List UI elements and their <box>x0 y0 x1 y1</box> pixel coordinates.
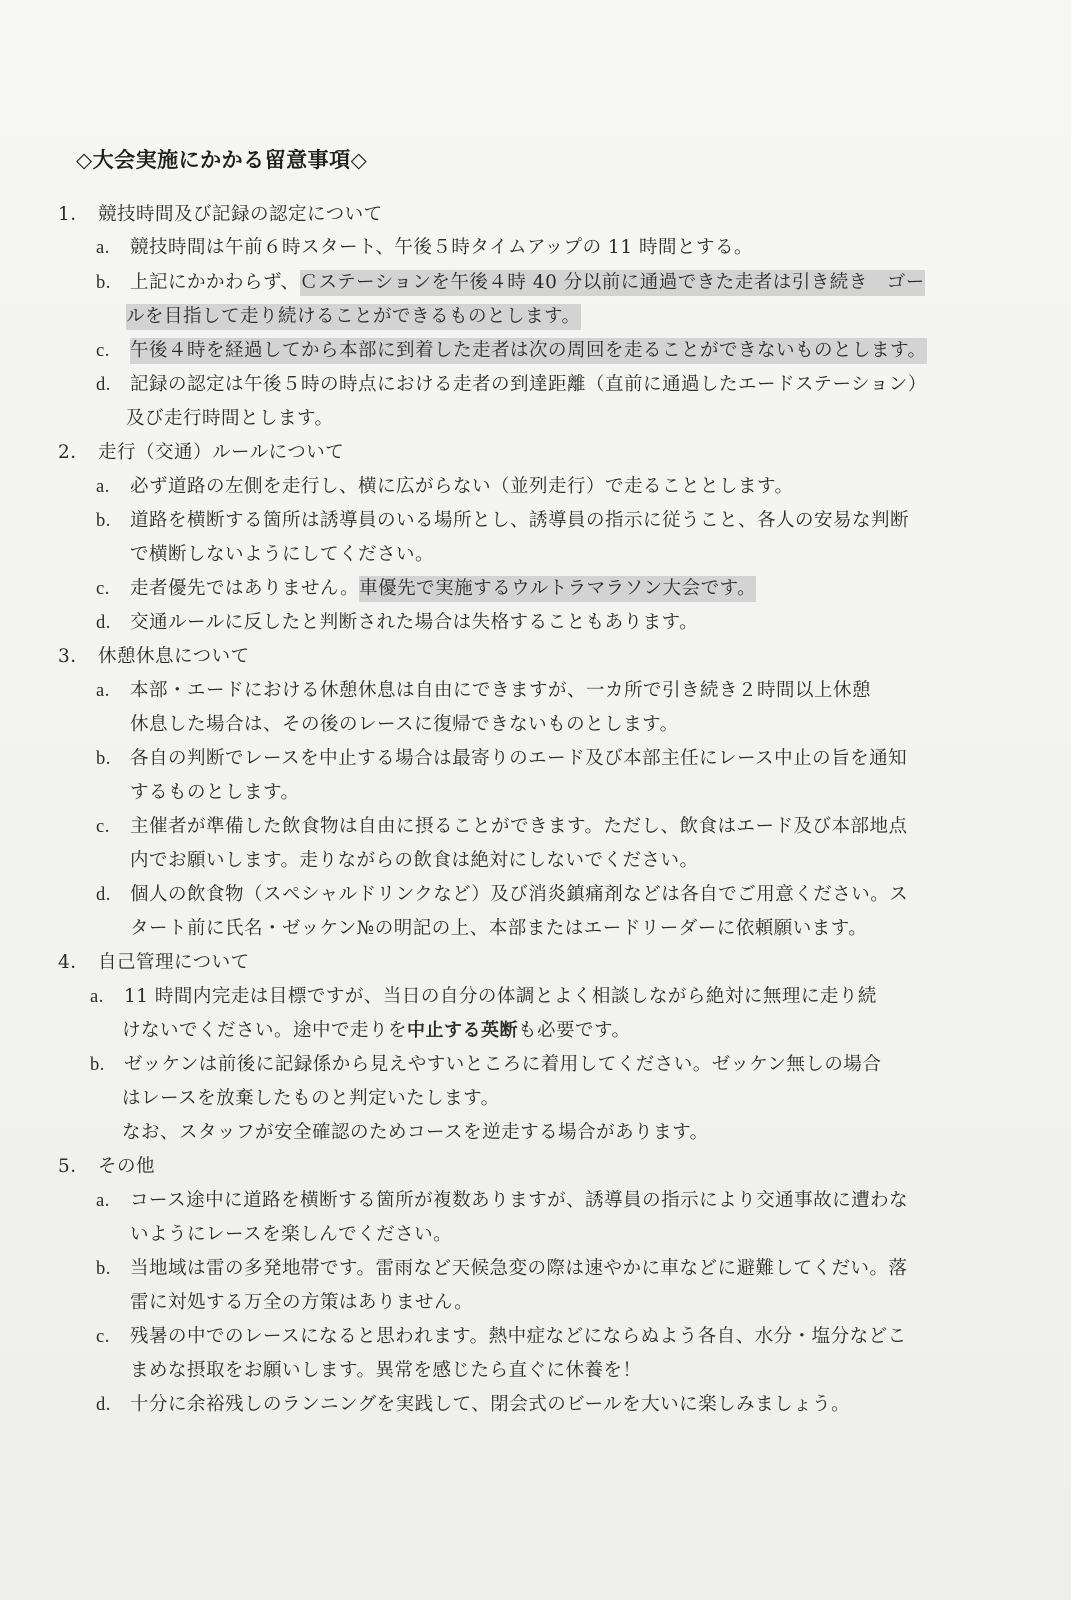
item-line <box>96 1322 907 1352</box>
item-line <box>130 1220 452 1250</box>
item-text: 十分に余裕残しのランニングを実践して、閉会式のビールを大いに楽しみましょう。 <box>130 1394 851 1415</box>
item-line <box>96 608 698 638</box>
item-line <box>126 302 581 332</box>
item-line <box>96 233 753 263</box>
section-heading <box>58 642 250 672</box>
item-text: 必ず道路の左側を走行し、横に広がらない（並列走行）で走ることとします。 <box>130 476 794 497</box>
item-text: 内でお願いします。走りながらの飲食は絶対にしないでください。 <box>130 850 699 871</box>
item-line <box>122 1118 709 1148</box>
section-number: 4． <box>58 952 90 973</box>
item-text: 及び走行時間とします。 <box>126 408 334 429</box>
item-text: 各自の判断でレースを中止する場合は最寄りのエード及び本部主任にレース中止の旨を通知 <box>130 748 908 769</box>
item-marker: b. <box>96 511 111 531</box>
page-title: ◇大会実施にかかる留意事項◇ <box>76 148 368 172</box>
item-text: ゼッケンは前後に記録係から見えやすいところに着用してください。ゼッケン無しの場合 <box>124 1054 882 1075</box>
highlighted-text: 車優先で実施するウルトラマラソン大会です。 <box>359 576 756 602</box>
section-heading <box>58 1152 155 1182</box>
item-marker: a. <box>96 477 110 497</box>
item-line <box>96 880 908 910</box>
item-marker: a. <box>96 1191 110 1211</box>
item-text: 記録の認定は午後５時の時点における走者の到達距離（直前に通過したエードステーション） <box>130 374 927 395</box>
item-line <box>96 506 909 536</box>
item-line <box>90 982 877 1012</box>
item-line <box>96 744 907 774</box>
item-text: 走者優先ではありません。 <box>130 578 360 599</box>
section-title: 走行（交通）ルールについて <box>98 442 345 463</box>
item-text: はレースを放棄したものと判定いたします。 <box>122 1088 500 1109</box>
item-line <box>96 268 925 298</box>
highlighted-text: Ｃステーションを午後４時 40 分以前に通過できた走者は引き続き ゴー <box>300 270 925 296</box>
section-number: 2． <box>58 442 90 463</box>
item-text: 交通ルールに反したと判断された場合は失格することもあります。 <box>130 612 699 633</box>
section-number: 5． <box>58 1156 90 1177</box>
section-title: その他 <box>98 1156 156 1177</box>
item-marker: b. <box>90 1055 105 1075</box>
item-line <box>96 574 756 604</box>
section-heading <box>58 438 344 468</box>
bold-text: 中止する英断 <box>407 1020 519 1041</box>
item-text: 主催者が準備した飲食物は自由に摂ることができます。ただし、飲食はエード及び本部地点 <box>130 816 908 837</box>
item-line <box>96 370 927 400</box>
section-title: 競技時間及び記録の認定について <box>98 204 383 225</box>
item-marker: c. <box>96 1327 110 1347</box>
item-line <box>96 676 871 706</box>
item-marker: d. <box>96 885 111 905</box>
section-number: 3． <box>58 646 90 667</box>
item-line <box>126 404 334 434</box>
item-line <box>122 1084 500 1114</box>
item-line <box>96 1186 908 1216</box>
item-line <box>130 1356 642 1386</box>
item-text: 当地域は雷の多発地帯です。雷雨など天候急変の際は速やかに車などに避難してくだい。落 <box>130 1258 908 1279</box>
section-heading <box>58 948 250 978</box>
item-marker: d. <box>96 375 111 395</box>
item-text: 雷に対処する万全の方策はありません。 <box>130 1292 474 1313</box>
item-text: なお、スタッフが安全確認のためコースを逆走する場合があります。 <box>122 1122 709 1143</box>
item-text: けないでください。途中で走りを <box>122 1020 408 1041</box>
item-text: いようにレースを楽しんでください。 <box>130 1224 453 1245</box>
item-marker: a. <box>90 987 104 1007</box>
item-line <box>96 812 908 842</box>
item-line <box>96 1390 850 1420</box>
item-marker: a. <box>96 681 110 701</box>
item-text: で横断しないようにしてください。 <box>130 544 435 565</box>
item-text: タート前に氏名・ゼッケン№の明記の上、本部またはエードリーダーに依頼願います。 <box>130 918 868 939</box>
item-line <box>122 1016 631 1046</box>
item-text: 残暑の中でのレースになると思われます。熱中症などにならぬよう各自、水分・塩分などこ <box>130 1326 907 1347</box>
item-text: 上記にかかわらず、 <box>130 272 300 293</box>
item-text: 道路を横断する箇所は誘導員のいる場所とし、誘導員の指示に従うこと、各人の安易な判断 <box>130 510 910 531</box>
section-title: 自己管理について <box>98 952 250 973</box>
highlighted-text: 午後４時を経過してから本部に到着した走者は次の周回を走ることができないものとします。 <box>130 338 927 364</box>
section-number: 1． <box>58 204 90 225</box>
item-line <box>130 914 867 944</box>
item-line <box>130 540 434 570</box>
item-text: 個人の飲食物（スペシャルドリンクなど）及び消炎鎮痛剤などは各自でご用意ください。ス <box>130 884 909 905</box>
item-text: するものとします。 <box>130 782 300 803</box>
item-line <box>90 1050 881 1080</box>
item-line <box>130 778 300 808</box>
highlighted-text: ルを目指して走り続けることができるものとします。 <box>126 304 581 330</box>
section-heading <box>58 200 383 230</box>
item-text: まめな摂取をお願いします。異常を感じたら直ぐに休養を！ <box>130 1360 642 1381</box>
item-marker: c. <box>96 817 110 837</box>
item-text: 本部・エードにおける休憩休息は自由にできますが、一カ所で引き続き２時間以上休憩 <box>130 680 872 701</box>
item-marker: d. <box>96 613 111 633</box>
item-marker: a. <box>96 238 110 258</box>
section-title: 休憩休息について <box>98 646 250 667</box>
item-line <box>130 846 699 876</box>
item-marker: c. <box>96 579 110 599</box>
item-line <box>96 336 927 366</box>
item-text: 競技時間は午前６時スタート、午後５時タイムアップの 11 時間とする。 <box>130 237 753 258</box>
item-marker: b. <box>96 273 111 293</box>
item-line <box>130 710 679 740</box>
item-marker: d. <box>96 1395 111 1415</box>
item-text: も必要です。 <box>518 1020 631 1041</box>
item-marker: c. <box>96 341 110 361</box>
item-text: 11 時間内完走は目標ですが、当日の自分の体調とよく相談しながら絶対に無理に走り続 <box>124 986 877 1007</box>
item-line <box>130 1288 473 1318</box>
item-text: 休息した場合は、その後のレースに復帰できないものとします。 <box>130 714 679 735</box>
item-line <box>96 1254 908 1284</box>
item-line <box>96 472 794 502</box>
item-text: コース途中に道路を横断する箇所が複数ありますが、誘導員の指示により交通事故に遭わな <box>130 1190 909 1211</box>
item-marker: b. <box>96 1259 111 1279</box>
item-marker: b. <box>96 749 111 769</box>
